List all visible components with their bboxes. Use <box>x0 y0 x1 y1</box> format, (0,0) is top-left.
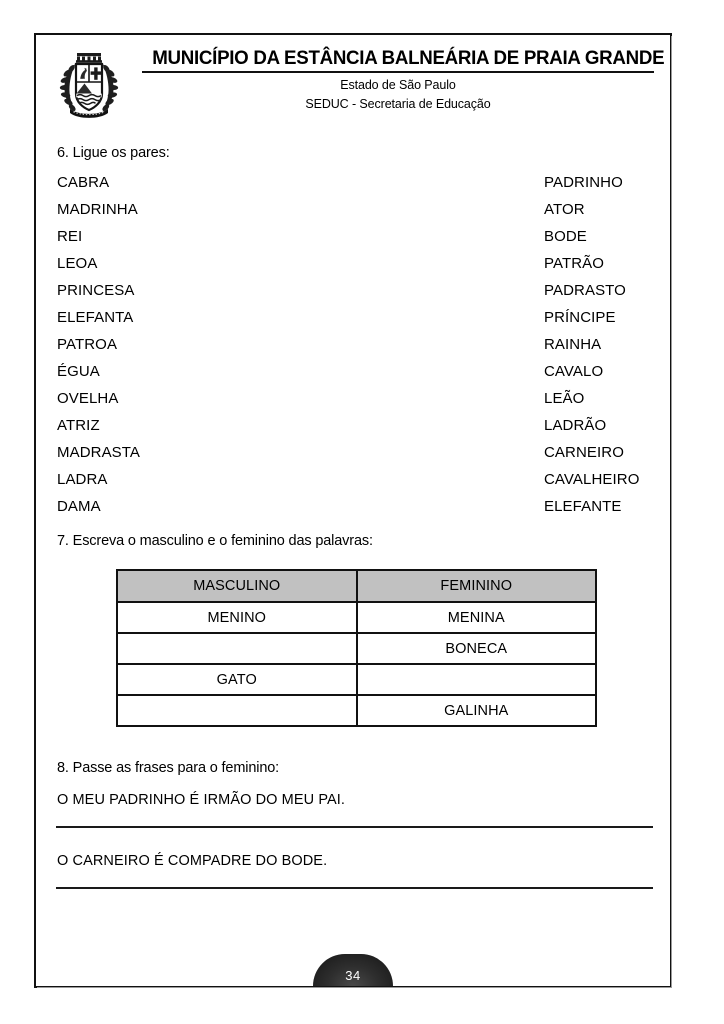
worksheet-page <box>34 33 672 988</box>
pair-item-right-12[interactable]: ELEFANTE <box>544 498 622 515</box>
table-row <box>117 695 596 726</box>
page-number-badge <box>313 954 393 986</box>
pair-item-right-3[interactable]: PATRÃO <box>544 255 605 272</box>
praia-grande-coat-of-arms-icon <box>58 49 120 123</box>
table-row <box>117 602 596 633</box>
letterhead <box>36 43 670 135</box>
pair-item-right-5[interactable]: PRÍNCIPE <box>544 309 616 326</box>
table-cell-r2-c0: GATO <box>117 664 357 695</box>
pair-item-right-10[interactable]: CARNEIRO <box>544 444 624 461</box>
table-cell-r3-c0[interactable] <box>117 695 357 726</box>
table-cell-r1-c1: BONECA <box>357 633 597 664</box>
page-title: MUNICÍPIO DA ESTÂNCIA BALNEÁRIA DE PRAIA GRANDE <box>152 47 665 69</box>
exercise-8-answer-line-1[interactable] <box>56 826 653 828</box>
pair-item-left-6[interactable]: PATROA <box>57 336 118 353</box>
pair-item-right-9[interactable]: LADRÃO <box>544 417 607 434</box>
pair-item-right-8[interactable]: LEÃO <box>544 390 585 407</box>
pair-item-left-5[interactable]: ELEFANTA <box>57 309 134 326</box>
pair-item-left-4[interactable]: PRINCESA <box>57 282 135 299</box>
exercise-8-answer-line-2[interactable] <box>56 887 653 889</box>
pair-item-right-4[interactable]: PADRASTO <box>544 282 626 299</box>
header-divider <box>142 71 654 73</box>
table-cell-r0-c1: MENINA <box>357 602 597 633</box>
page-number: 34 <box>345 968 361 983</box>
pair-item-left-10[interactable]: MADRASTA <box>57 444 141 461</box>
table-cell-r2-c1[interactable] <box>357 664 597 695</box>
table-cell-r3-c1: GALINHA <box>357 695 597 726</box>
letterhead-state: Estado de São Paulo <box>340 78 456 93</box>
exercise-8-sentence-2: O CARNEIRO É COMPADRE DO BODE. <box>57 853 328 869</box>
table-row <box>117 633 596 664</box>
exercise-6-prompt: 6. Ligue os pares: <box>57 145 170 161</box>
column-header-masculino: MASCULINO <box>117 570 357 602</box>
pair-item-right-7[interactable]: CAVALO <box>544 363 604 380</box>
exercise-6-left-column <box>57 169 140 520</box>
pair-item-left-11[interactable]: LADRA <box>57 471 108 488</box>
table-cell-r1-c0[interactable] <box>117 633 357 664</box>
exercise-8-prompt: 8. Passe as frases para o feminino: <box>57 760 280 776</box>
table-cell-r0-c0: MENINO <box>117 602 357 633</box>
pair-item-right-6[interactable]: RAINHA <box>544 336 602 353</box>
pair-item-right-1[interactable]: ATOR <box>544 201 585 218</box>
pair-item-left-9[interactable]: ATRIZ <box>57 417 100 434</box>
pair-item-left-7[interactable]: ÉGUA <box>57 363 100 380</box>
pair-item-right-0[interactable]: PADRINHO <box>544 174 623 191</box>
table-header-row <box>117 570 596 602</box>
column-header-feminino: FEMININO <box>357 570 597 602</box>
pair-item-left-8[interactable]: OVELHA <box>57 390 119 407</box>
pair-item-left-1[interactable]: MADRINHA <box>57 201 138 218</box>
exercise-7-prompt: 7. Escreva o masculino e o feminino das palavras: <box>57 533 373 549</box>
pair-item-left-0[interactable]: CABRA <box>57 174 110 191</box>
pair-item-right-11[interactable]: CAVALHEIRO <box>544 471 640 488</box>
pair-item-right-2[interactable]: BODE <box>544 228 587 245</box>
pair-item-left-2[interactable]: REI <box>57 228 83 245</box>
exercise-8-sentence-1: O MEU PADRINHO É IRMÃO DO MEU PAI. <box>57 792 346 808</box>
gender-table <box>116 569 597 727</box>
letterhead-department: SEDUC - Secretaria de Educação <box>305 96 491 111</box>
pair-item-left-3[interactable]: LEOA <box>57 255 98 272</box>
exercise-6-right-column <box>544 169 639 520</box>
pair-item-left-12[interactable]: DAMA <box>57 498 101 515</box>
table-row <box>117 664 596 695</box>
